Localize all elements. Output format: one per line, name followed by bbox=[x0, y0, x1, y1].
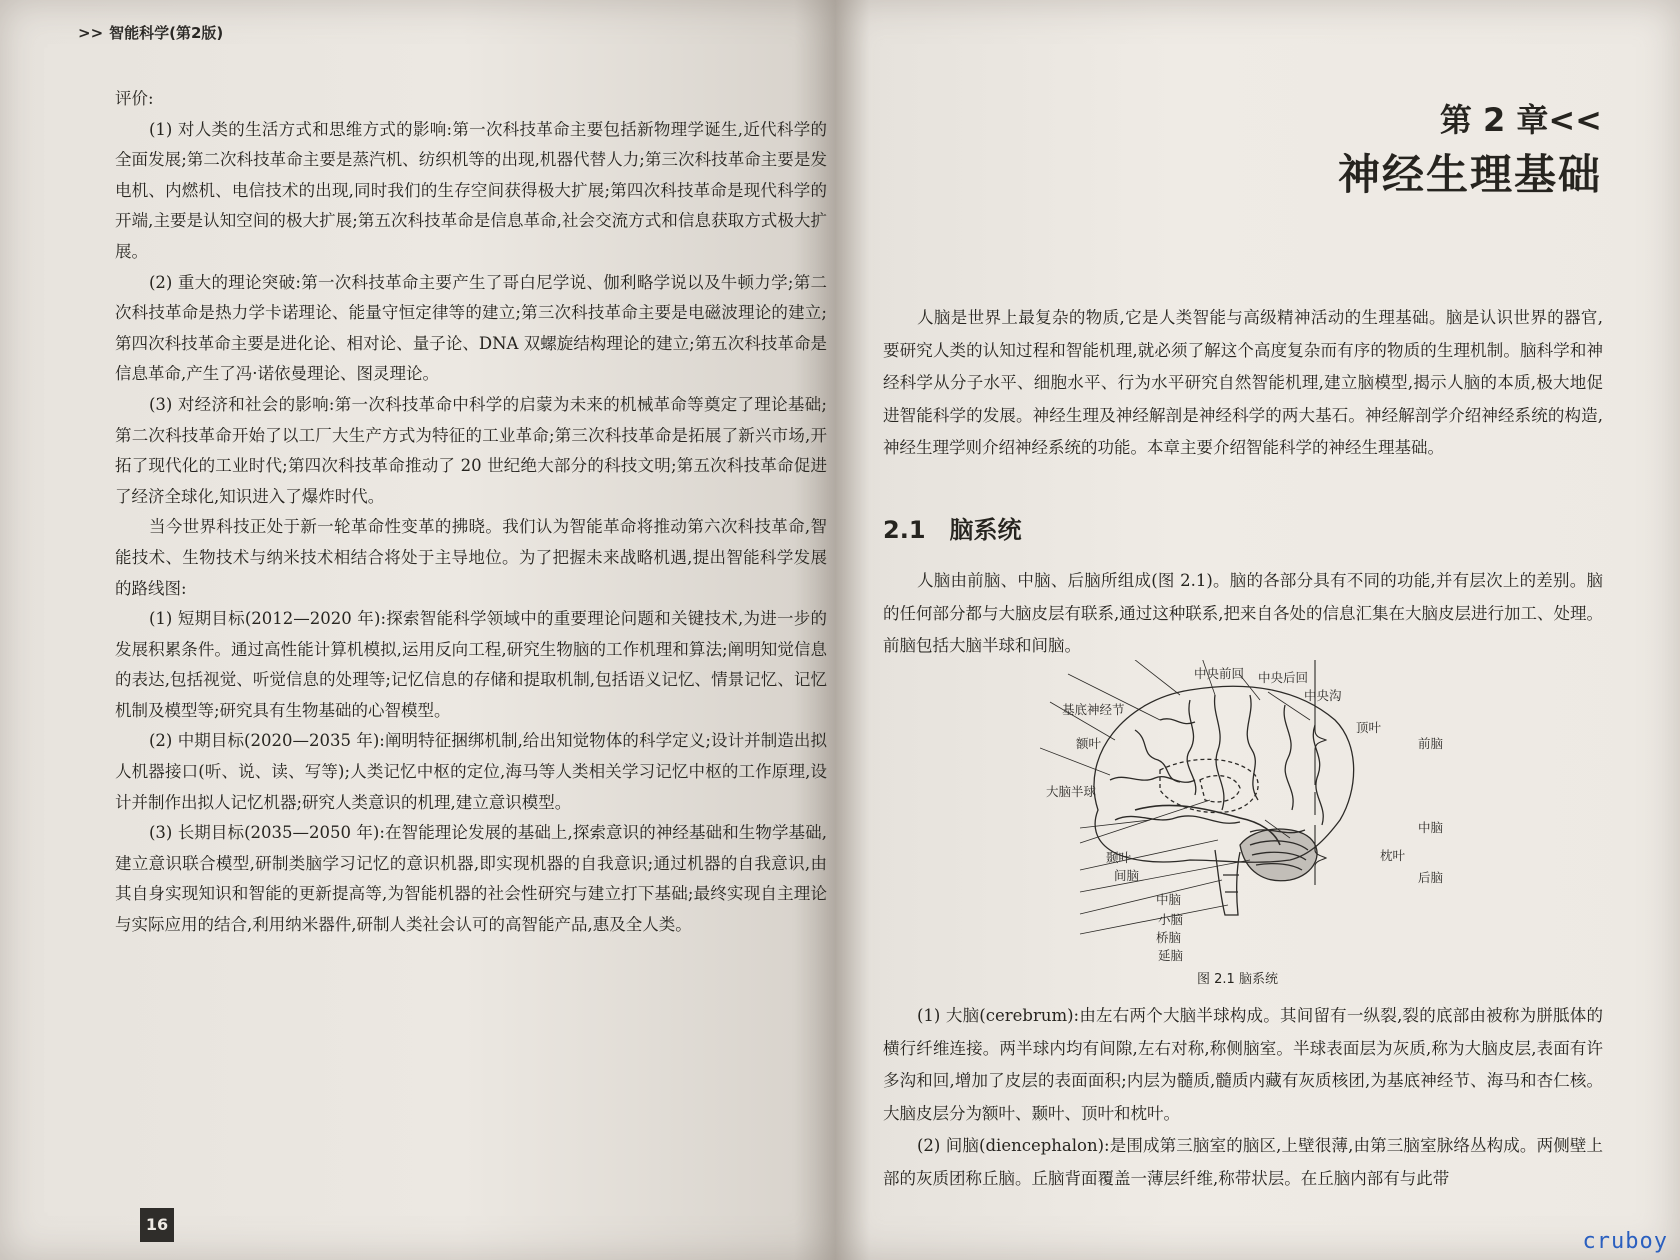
label-occipital-lobe: 枕叶 bbox=[1380, 848, 1406, 863]
section-title: 脑系统 bbox=[949, 516, 1022, 544]
paragraph-diencephalon: (2) 间脑(diencephalon):是围成第三脑室的脑区,上壁很薄,由第三脑室脉络丛构成。两侧壁上部的灰质团称丘脑。丘脑背面覆盖一薄层纤维,称带状层。在丘脑内部有与此带 bbox=[883, 1136, 1603, 1188]
paragraph-theory-breakthroughs: (2) 重大的理论突破:第一次科技革命主要产生了哥白尼学说、伽利略学说以及牛顿力学;第二次科技革命是热力学卡诺理论、能量守恒定律等的建立;第三次科技革命主要是电磁波理论的建立;第四次科技革命主要是进化论、相对论、量子论、DNA 双螺旋结构理论的建立;第五次科技革命是信息革命,产生了冯·诺依曼理论、图灵理论。 bbox=[115, 272, 827, 384]
paragraph-economic-impact: (3) 对经济和社会的影响:第一次科技革命中科学的启蒙为未来的机械革命等奠定了理论基础;第二次科技革命开始了以工厂大生产方式为特征的工业革命;第三次科技革命是拓展了新兴市场,开拓了现代化的工业时代;第四次科技革命推动了 20 世纪绝大部分的科技文明;第五次科技革命促进了经济全球化,知识进入了爆炸时代。 bbox=[115, 394, 827, 506]
chapter-intro-paragraph: 人脑是世界上最复杂的物质,它是人类智能与高级精神活动的生理基础。脑是认识世界的器官,要研究人类的认知过程和智能机理,就必须了解这个高度复杂而有序的物质的生理机制。脑科学和神经科学从分子水平、细胞水平、行为水平研究自然智能机理,建立脑模型,揭示人脑的本质,极大地促进智能科学的发展。神经生理及神经解剖是神经科学的两大基石。神经解剖学介绍神经系统的构造,神经生理学则介绍神经系统的功能。本章主要介绍智能科学的神经生理基础。 bbox=[883, 308, 1603, 458]
label-hindbrain: 后脑 bbox=[1418, 870, 1444, 885]
chapter-intro bbox=[883, 302, 1603, 465]
running-head-arrows: >> bbox=[78, 24, 104, 42]
label-midbrain-bracket: 中脑 bbox=[1418, 820, 1444, 835]
label-central-back-gyrus: 中央后回 bbox=[1258, 670, 1309, 685]
label-temporal-lobe: 颞叶 bbox=[1106, 850, 1132, 865]
label-central-front-gyrus: 中央前回 bbox=[1194, 666, 1245, 681]
running-head bbox=[78, 22, 223, 43]
section-intro bbox=[883, 565, 1603, 663]
paragraph-lifestyle-impact: (1) 对人类的生活方式和思维方式的影响:第一次科技革命主要包括新物理学诞生,近代科学的全面发展;第二次科技革命主要是蒸汽机、纺织机等的出现,机器代替人力;第三次科技革命主要是发电机、内燃机、电信技术的出现,同时我们的生存空间获得极大扩展;第四次科技革命是现代科学的开端,主要是认知空间的极大扩展;第五次科技革命是信息革命,社会交流方式和信息获取方式极大扩展。 bbox=[115, 119, 827, 261]
section-intro-paragraph: 人脑由前脑、中脑、后脑所组成(图 2.1)。脑的各部分具有不同的功能,并有层次上的差别。脑的任何部分都与大脑皮层有联系,通过这种联系,把来自各处的信息汇集在大脑皮层进行加工、处理。前脑包括大脑半球和间脑。 bbox=[883, 571, 1603, 656]
section-heading bbox=[883, 510, 1022, 545]
watermark: cruboy bbox=[1582, 1229, 1668, 1254]
figure-caption: 图 2.1 脑系统 bbox=[1197, 972, 1278, 987]
label-hemisphere: 大脑半球 bbox=[1046, 784, 1097, 799]
paragraph-cerebrum: (1) 大脑(cerebrum):由左右两个大脑半球构成。其间留有一纵裂,裂的底部由被称为胼胝体的横行纤维连接。两半球内均有间隙,左右对称,称侧脑室。半球表面层为灰质,称为大脑皮层,表面有许多沟和回,增加了皮层的表面面积;内层为髓质,髓质内藏有灰质核团,为基底神经节、海马和杏仁核。大脑皮层分为额叶、颞叶、顶叶和枕叶。 bbox=[883, 1006, 1603, 1123]
label-central-sulcus: 中央沟 bbox=[1304, 688, 1342, 703]
page-number: 16 bbox=[140, 1208, 174, 1242]
paragraph-roadmap-intro: 当今世界科技正处于新一轮革命性变革的拂晓。我们认为智能革命将推动第六次科技革命,智能技术、生物技术与纳米技术相结合将处于主导地位。为了把握未来战略机遇,提出智能科学发展的路线图: bbox=[115, 517, 827, 598]
label-basal-ganglia: 基底神经节 bbox=[1062, 702, 1125, 717]
paragraph-mid-term-goal: (2) 中期目标(2020—2035 年):阐明特征捆绑机制,给出知觉物体的科学定义;设计并制造出拟人机器接口(听、说、读、写等);人类记忆中枢的定位,海马等人类相关学习记忆中枢的工作原理,设计并制作出拟人记忆机器;研究人类意识的机理,建立意识模型。 bbox=[115, 731, 827, 812]
chapter-title: 神经生理基础 bbox=[1337, 150, 1602, 199]
evaluation-label: 评价: bbox=[115, 89, 154, 108]
label-forebrain: 前脑 bbox=[1418, 736, 1444, 751]
running-head-title: 智能科学(第2版) bbox=[109, 24, 224, 42]
label-pons: 桥脑 bbox=[1156, 930, 1182, 945]
label-cerebellum: 小脑 bbox=[1158, 912, 1184, 927]
paragraph-long-term-goal: (3) 长期目标(2035—2050 年):在智能理论发展的基础上,探索意识的神经基础和生物学基础,建立意识联合模型,研制类脑学习记忆的意识机器,即实现机器的自我意识;通过机器的自我意识,由其自身实现知识和智能的更新提高等,为智能机器的社会性研究与建立打下基础;最终实现自主理论与实际应用的结合,利用纳米器件,研制人类社会认可的高智能产品,惠及全人类。 bbox=[115, 823, 827, 935]
label-midbrain: 中脑 bbox=[1156, 892, 1182, 907]
label-medulla: 延脑 bbox=[1158, 948, 1184, 963]
label-frontal-lobe: 额叶 bbox=[1076, 736, 1102, 751]
paragraph-short-term-goal: (1) 短期目标(2012—2020 年):探索智能科学领域中的重要理论问题和关键技术,为进一步的发展积累条件。通过高性能计算机模拟,运用反向工程,研究生物脑的工作机理和算法;阐明知觉信息的表达,包括视觉、听觉信息的处理等;记忆信息的存储和提取机制,包括语义记忆、情景记忆、记忆机制及模型等;研究具有生物基础的心智模型。 bbox=[115, 609, 827, 720]
label-parietal-lobe: 顶叶 bbox=[1356, 720, 1382, 735]
chapter-number: 第 2 章<< bbox=[1439, 101, 1602, 139]
brain-parts-text bbox=[883, 1000, 1603, 1196]
left-page-body bbox=[115, 84, 827, 941]
cerebellum-outline bbox=[1240, 829, 1317, 881]
section-number: 2.1 bbox=[883, 516, 926, 544]
label-diencephalon: 间脑 bbox=[1114, 868, 1140, 883]
